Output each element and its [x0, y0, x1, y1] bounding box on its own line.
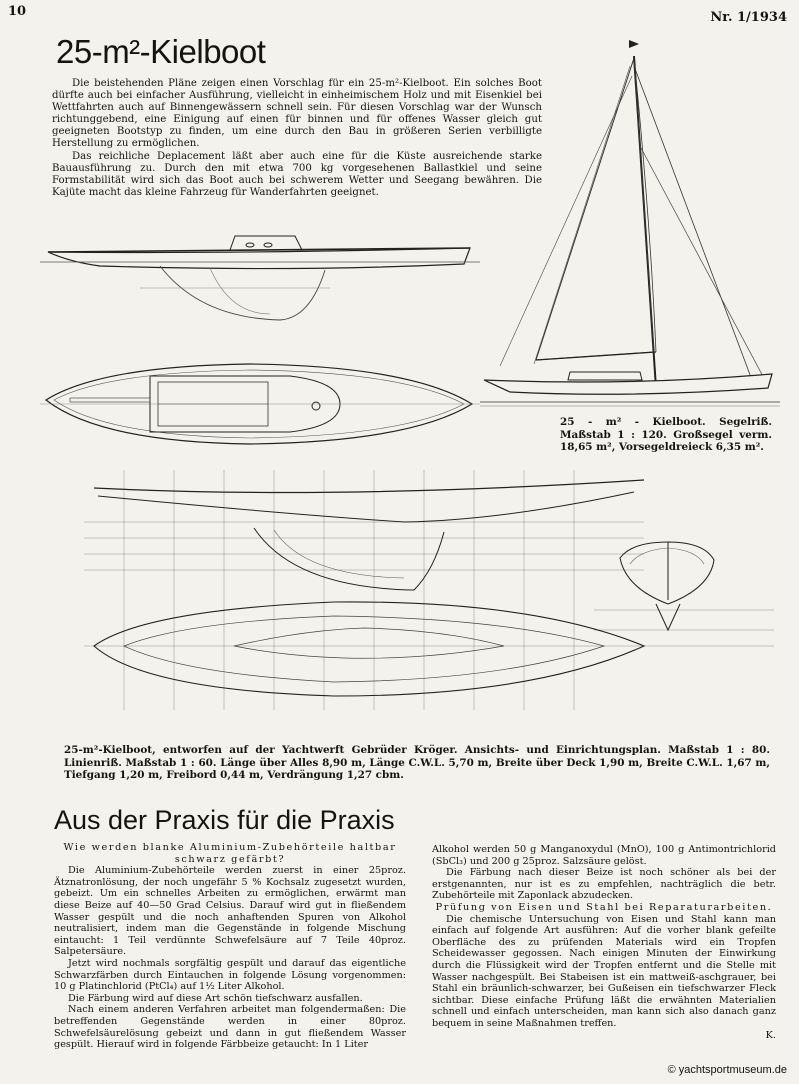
section-title: Aus der Praxis für die Praxis	[54, 805, 395, 835]
paragraph-4: Nach einem anderen Verfahren arbeitet man folgendermaßen: Die betreffenden Gegenstände werden in einer 80proz. Schwefelsäurelösung gebeizt und dann in gut fließendem Wasser gespült. Hierauf wird in folgende Färbbeize getaucht: In 1 Liter	[54, 1004, 406, 1051]
lines-plan-drawing	[84, 470, 774, 742]
deck-plan-drawing	[40, 362, 480, 448]
lines-plan-caption: 25-m²-Kielboot, entworfen auf der Yachtwerft Gebrüder Kröger. Ansichts- und Einrichtungsplan. Maßstab 1 : 80. Linienriß. Maßstab 1 : 60. Länge über Alles 8,90 m, Länge C.W.L. 5,70 m, Breite über Deck 1,90 m, Breite C.W.L. 1,67 m, Tiefgang 1,20 m, Freibord 0,44 m, Verdrängung 1,27 cbm.	[64, 744, 770, 781]
side-profile-drawing	[40, 228, 480, 338]
paragraph-6: Die Färbung nach dieser Beize ist noch schöner als bei der erstgenannten, nur ist es zu empfehlen, nachträglich die betr. Zubehörteile mit Zaponlack abzudecken.	[432, 867, 776, 902]
page-number: 10	[8, 4, 27, 19]
paragraph-1: Die Aluminium-Zubehörteile werden zuerst in einer 25proz. Ätznatronlösung, der noch ungefähr 5 % Kochsalz zugesetzt wurden, gebeizt. Um ein schnelles Arbeiten zu ermöglichen, erwärmt man diese Beize auf 40—50 Grad Celsius. Darauf wird gut in fließendem Wasser gespült und die noch anhaftenden Spuren von Alkohol neutralisiert, indem man die Gegenstände in folgende Mischung eintaucht: 1 Teil verdünnte Schwefelsäure auf 7 Teile 40proz. Salpetersäure.	[54, 865, 406, 958]
left-column	[54, 842, 406, 1051]
right-column	[432, 844, 776, 1041]
subheading-steel: Prüfung von Eisen und Stahl bei Reparaturarbeiten.	[435, 901, 773, 913]
sail-plan-caption: 25 - m² - Kielboot. Segelriß. Maßstab 1 : 120. Großsegel verm. 18,65 m², Vorsegeldreieck 6,35 m².	[560, 416, 772, 453]
paragraph-3: Die Färbung wird auf diese Art schön tiefschwarz ausfallen.	[68, 992, 363, 1004]
intro-paragraph-1: Die beistehenden Pläne zeigen einen Vorschlag für ein 25-m²-Kielboot. Ein solches Boot dürfte auch bei einfacher Ausführung, vielleicht in einheimischem Holz und mit Eisenkiel bei Wettfahrten auch auf Binnengewässern schnell sein. Für diesen Vorschlag war der Wunsch richtunggebend, eine Einigung auf einen für binnen und für offenes Wasser gleich gut geeigneten Bootstyp zu finden, um eine durch den Bau in größeren Serien verbilligte Herstellung zu ermöglichen.	[52, 78, 542, 150]
article-intro	[52, 78, 542, 199]
paragraph-5: Alkohol werden 50 g Manganoxydul (MnO), 100 g Antimontrichlorid (SbCl₃) und 200 g 25proz. Salzsäure gelöst.	[432, 844, 776, 867]
intro-paragraph-2: Das reichliche Deplacement läßt aber auch eine für die Küste ausreichende starke Bauausführung zu. Durch den mit etwa 700 kg vorgesehenen Ballastkiel und seine Formstabilität wird sich das Boot auch bei schwerem Wetter und Seegang bewähren. Die Kajüte macht das kleine Fahrzeug für Wanderfahrten geeignet.	[52, 150, 542, 198]
sail-plan-drawing	[480, 36, 780, 416]
author-signature: K.	[765, 1029, 776, 1041]
subheading-aluminium: Wie werden blanke Aluminium-Zubehörteile haltbar schwarz gefärbt?	[63, 842, 397, 865]
article-title: 25-m²-Kielboot	[56, 33, 266, 70]
issue-number: Nr. 1/1934	[710, 10, 787, 25]
paragraph-2: Jetzt wird nochmals sorgfältig gespült und darauf das eigentliche Schwarzfärben durch Eintauchen in folgende Lösung vorgenommen: 10 g Platinchlorid (PtCl₄) auf 1½ Liter Alkohol.	[54, 957, 406, 993]
watermark: © yachtsportmuseum.de	[667, 1064, 787, 1076]
paragraph-7: Die chemische Untersuchung von Eisen und Stahl kann man einfach auf folgende Art ausführen: Auf die vorher blank gefeilte Oberfläche des zu prüfenden Materials wird ein Tropfen Scheidewasser gegossen. Nach einigen Minuten der Einwirkung durch die Flüssigkeit wird der Tropfen entfernt und die Stelle mit Wasser nachgespült. Bei Stabeisen ist ein mattweiß-aschgrauer, bei Stahl ein bräunlich-schwarzer, bei Gußeisen ein tiefschwarzer Fleck sichtbar. Diese einfache Prüfung läßt die erwähnten Materialien schnell und einfach unterscheiden, man kann sich also danach ganz bequem in seine Maßnahmen treffen.	[432, 913, 776, 1029]
